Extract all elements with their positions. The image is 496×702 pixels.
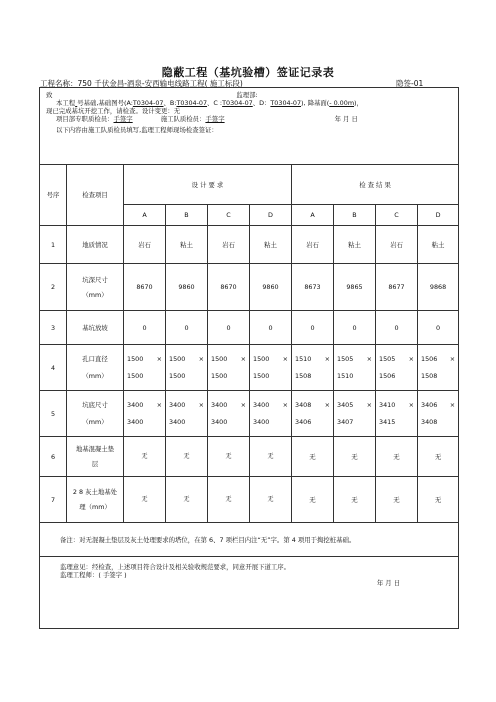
leg-header: A [124, 205, 166, 226]
table-row: 6 地基混凝土垫 层 无 无 无 无 无 无 无 无 [40, 437, 459, 477]
table-row: 4 孔口直径 （mm） 1500 × 1500 1500 × 1500 1500 × 1500 1500 × 1500 1510 × 1508 1505 × 1510 1505 × 1506 1506 × 1508 [40, 345, 459, 391]
leg-header: D [418, 205, 459, 226]
leg-header: B [334, 205, 376, 226]
table-row: 3 基坑放坡 0 0 0 0 0 0 0 0 [40, 311, 459, 345]
table-row: 5 坑底尺寸 （mm） 3400 × 3400 3400 × 3400 3400 × 3400 3400 × 3400 3408 × 3406 3405 × 3407 3410 × 3415 3406 × 3408 [40, 391, 459, 437]
remarks: 备注：对无混凝土垫层及灰土处理要求的塔位，在第 6、7 项栏目内注“无”字。第 4 项用于掏挖桩基础。 [40, 523, 459, 557]
team-signature: 手签字 [205, 115, 225, 123]
request-block: 致 监理部: 本工程 号基础,基础图号(A:T0304-07、B:T0304-07、C :T0304-07、D：T0304-07), 降基面(- 0.00m)， 现已完成基坑开挖工作，请检查。设计变更：无 项目部专职质检员：手签字 施工队质检员：手签字 年 月 日 以下内容由施工队质检员填写,监理工程师现场检查签证： [40, 88, 459, 165]
project-name: 工程名称：750 千伏金昌-酒泉-安西输电线路工程( 施工标段) [40, 79, 243, 88]
table-row: 1 地质情况 岩石 粘土 岩石 粘土 岩石 粘土 岩石 粘土 [40, 226, 459, 264]
leg-header: B [166, 205, 208, 226]
supervisor-engineer: 监理工程师：( 手签字 ) [60, 571, 127, 579]
inspection-table [39, 87, 459, 629]
table-row: 2 坑深尺寸 （mm） 8670 9860 8670 9860 8673 9865 8677 9868 [40, 264, 459, 311]
result-header: 检 查 结 果 [292, 165, 459, 205]
design-header: 设 计 要 求 [124, 165, 292, 205]
col-item-header: 检查项目 [67, 165, 124, 226]
leg-header: D [250, 205, 292, 226]
leg-header: A [292, 205, 334, 226]
form-number: 隐签-01 [396, 79, 424, 88]
leg-header: C [208, 205, 250, 226]
qa-signature: 手签字 [113, 115, 133, 123]
col-seq-header: 号序 [40, 165, 67, 226]
supervisor-opinion: 监理意见：经检查，上述项目符合设计及相关验收规范要求，同意开展下道工序。 [60, 563, 291, 571]
supervisor-date: 年 月 日 [376, 579, 401, 587]
leg-header: C [376, 205, 418, 226]
table-row: 7 2 8 灰土地基处 理（mm） 无 无 无 无 无 无 无 无 [40, 477, 459, 523]
supervisor-opinion-block [40, 557, 459, 629]
form-title: 隐蔽工程（基坑验槽）签证记录表 [161, 66, 335, 79]
